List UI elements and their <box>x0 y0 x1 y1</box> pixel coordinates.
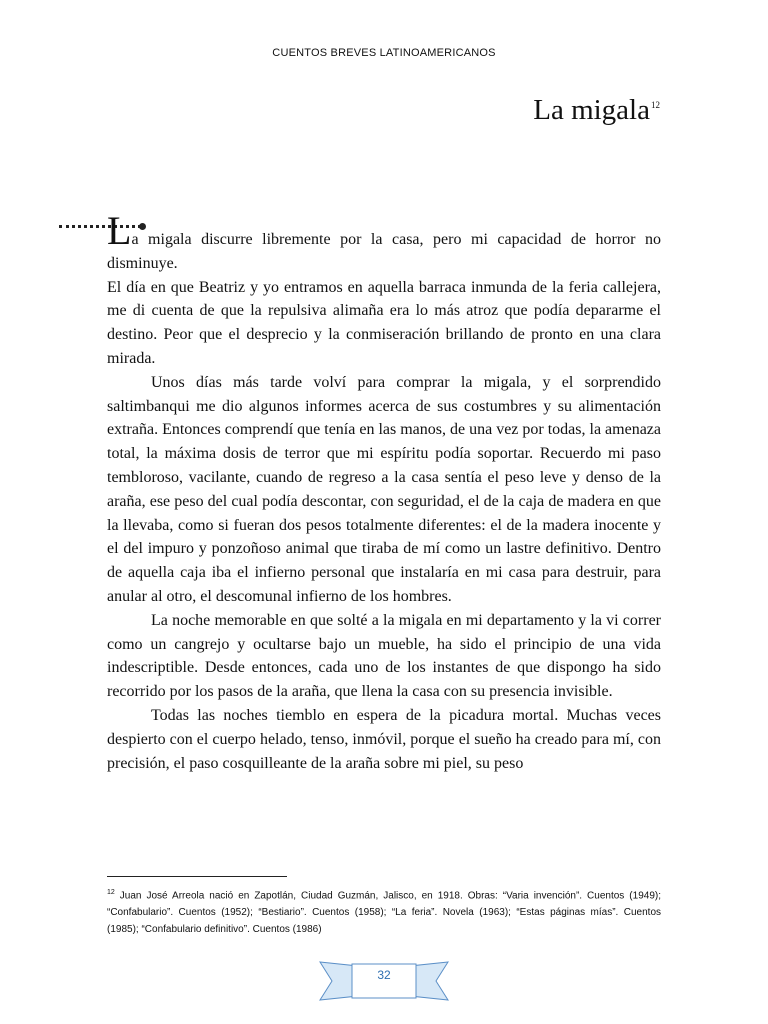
paragraph-3: Unos días más tarde volví para comprar la migala, y el sorprendido saltimbanqui me dio algunos informes acerca de sus costumbres y su alimentación extraña. Entonces comprendí que tenía en las manos, de una vez por todas, la amenaza total, la máxima dosis de terror que mi espíritu podía soportar. Recuerdo mi paso tembloroso, vacilante, cuando de regreso a la casa sentía el peso leve y denso de la araña, ese peso del cual podía descontar, con seguridad, el de la caja de madera en que la llevaba, como si fueran dos pesos totalmente diferentes: el de la madera inocente y el del impuro y ponzoñoso animal que tiraba de mí como un lastre definitivo. Dentro de aquella caja iba el infierno personal que instalaría en mi casa para destruir, para anular al otro, el descomunal infierno de los hombres. <box>107 373 661 605</box>
story-title-text: La migala <box>533 94 650 126</box>
footnote <box>107 884 661 938</box>
paragraph-1-text: a migala discurre libremente por la casa, pero mi capacidad de horror no disminuye. <box>107 231 661 272</box>
footnote-marker: 12 <box>107 889 115 896</box>
page-number: 32 <box>377 968 391 982</box>
paragraph-4: La noche memorable en que solté a la migala en mi departamento y la vi correr como un cangrejo y ocultarse bajo un mueble, ha sido el principio de una vida indescriptible. Desde entonces, cada uno de los instantes de que dispongo ha sido recorrido por los pasos de la araña, que llena la casa con su presencia invisible. <box>107 611 661 701</box>
footnote-separator <box>107 876 287 877</box>
story-title <box>533 94 660 127</box>
footnote-text: Juan José Arreola nació en Zapotlán, Ciudad Guzmán, Jalisco, en 1918. Obras: “Varia invención”. Cuentos (1949); “Confabulario”. Cuentos (1952); “Bestiario”. Cuentos (1958); “La feria”. Novela (1963); “Estas páginas mías”. Cuentos (1985); “Confabulario definitivo”. Cuentos (1986) <box>107 890 661 936</box>
paragraph-5: Todas las noches tiemblo en espera de la picadura mortal. Muchas veces despierto con el cuerpo helado, tenso, inmóvil, porque el sueño ha creado para mí, con precisión, el paso cosquilleante de la araña sobre mi piel, su peso <box>107 706 661 772</box>
dropcap-letter: L <box>107 208 132 253</box>
paragraph-1 <box>107 208 661 276</box>
paragraph-2: El día en que Beatriz y yo entramos en aquella barraca inmunda de la feria callejera, me di cuenta de que la repulsiva alimaña era lo más atroz que podía depararme el destino. Peor que el desprecio y la conmiseración brillando de pronto en una clara mirada. <box>107 278 661 367</box>
title-footnote-marker: 12 <box>651 100 660 111</box>
story-body <box>107 208 661 775</box>
running-header: CUENTOS BREVES LATINOAMERICANOS <box>272 47 496 59</box>
